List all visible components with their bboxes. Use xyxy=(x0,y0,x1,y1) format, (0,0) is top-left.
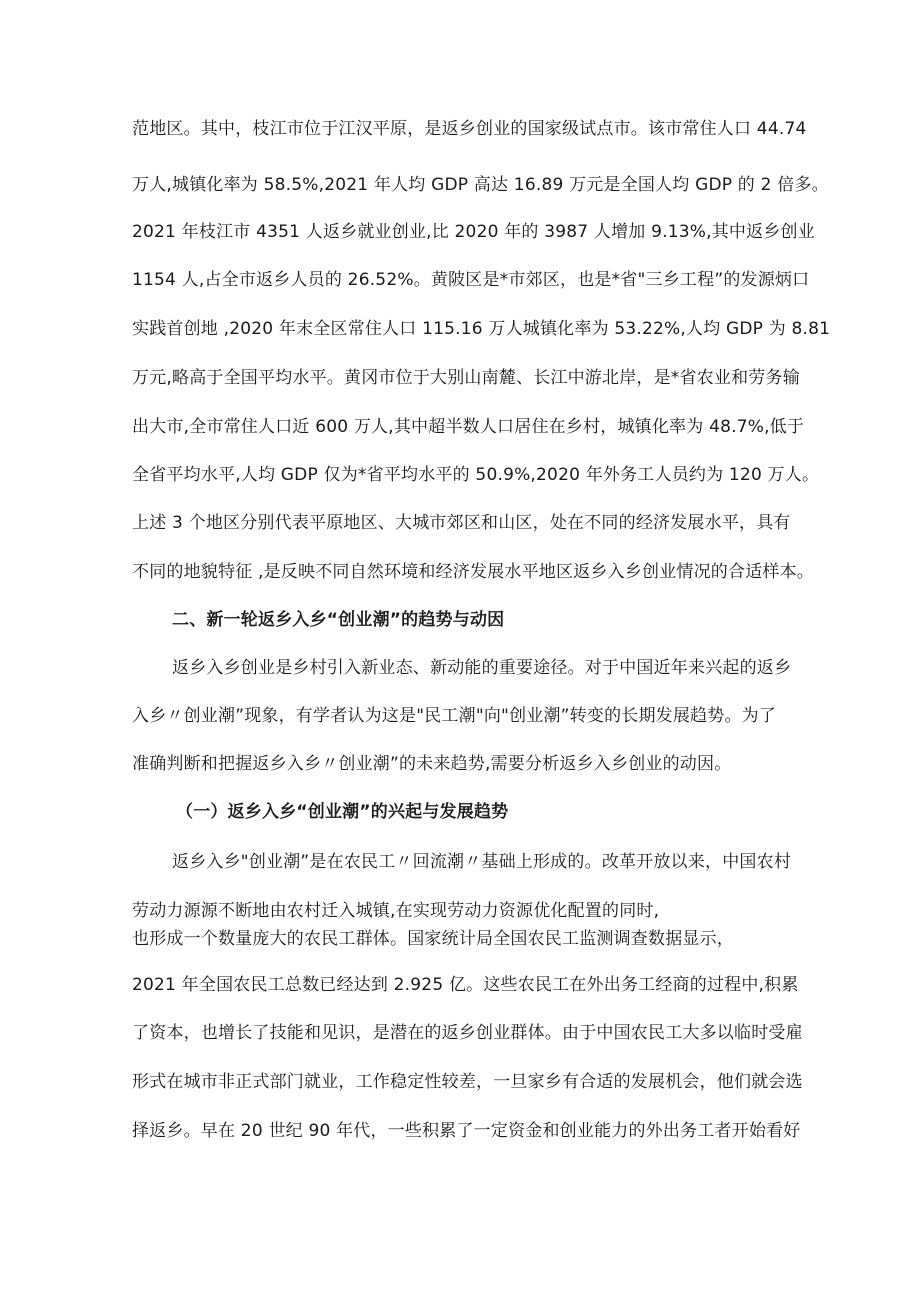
text-line: 实践首创地 ,2020 年末全区常住人口 115.16 万人城镇化率为 53.22%,人均 GDP 为 8.81 xyxy=(132,319,831,339)
text-line: 2021 年全国农民工总数已经达到 2.925 亿。这些农民工在外出务工经商的过程中,积累 xyxy=(132,975,799,995)
text-line: 全省平均水平,人均 GDP 仅为*省平均水平的 50.9%,2020 年外务工人员约为 120 万人。 xyxy=(132,465,820,485)
text-line: 1154 人,占全市返乡人员的 26.52%。黄陂区是*市郊区，也是*省"三乡工程”的发源炳口 xyxy=(132,270,810,290)
text-line: 不同的地貌特征 ,是反映不同自然环境和经济发展水平地区返乡入乡创业情况的合适样本。 xyxy=(132,562,815,582)
text-line: 出大市,全市常住人口近 600 万人,其中超半数人口居住在乡村，城镇化率为 48.7%,低于 xyxy=(132,417,805,437)
text-line: 万人,城镇化率为 58.5%,2021 年人均 GDP 高达 16.89 万元是全国人均 GDP 的 2 倍多。 xyxy=(132,175,829,195)
text-line: 返乡入乡创业是乡村引入新业态、新动能的重要途径。对于中国近年来兴起的返乡 xyxy=(172,658,792,678)
text-line: 万元,略高于全国平均水平。黄冈市位于大别山南麓、长江中游北岸，是*省农业和劳务输 xyxy=(132,368,800,388)
text-line: 入乡〃创业潮”现象，有学者认为这是"民工潮"向"创业潮”转变的长期发展趋势。为了 xyxy=(132,706,777,726)
text-line: 2021 年枝江市 4351 人返乡就业创业,比 2020 年的 3987 人增加 9.13%,其中返乡创业 xyxy=(132,222,815,242)
section-heading: 二、新一轮返乡入乡“创业潮”的趋势与动因 xyxy=(172,610,505,630)
subsection-heading: （一）返乡入乡“创业潮”的兴起与发展趋势 xyxy=(176,802,509,822)
text-line: 择返乡。早在 20 世纪 90 年代，一些积累了一定资金和创业能力的外出务工者开始看好 xyxy=(132,1121,801,1141)
text-line: 返乡入乡"创业潮”是在农民工〃回流潮〃基础上形成的。改革开放以来，中国农村 xyxy=(172,852,792,872)
text-line: 劳动力源源不断地由农村迁入城镇,在实现劳动力资源优化配置的同时, xyxy=(132,901,660,921)
text-line: 了资本，也增长了技能和见识，是潜在的返乡创业群体。由于中国农民工大多以临时受雇 xyxy=(132,1023,803,1043)
text-line: 上述 3 个地区分别代表平原地区、大城市郊区和山区，处在不同的经济发展水平，具有 xyxy=(132,513,791,533)
text-line: 准确判断和把握返乡入乡〃创业潮”的未来趋势,需要分析返乡入乡创业的动因。 xyxy=(132,754,732,774)
text-line: 范地区。其中，枝江市位于江汉平原，是返乡创业的国家级试点市。该市常住人口 44.74 xyxy=(132,119,807,139)
text-line: 形式在城市非正式部门就业，工作稳定性较差，一旦家乡有合适的发展机会，他们就会选 xyxy=(132,1072,803,1092)
text-line: 也形成一个数量庞大的农民工群体。国家统计局全国农民工监测调查数据显示， xyxy=(132,929,734,949)
